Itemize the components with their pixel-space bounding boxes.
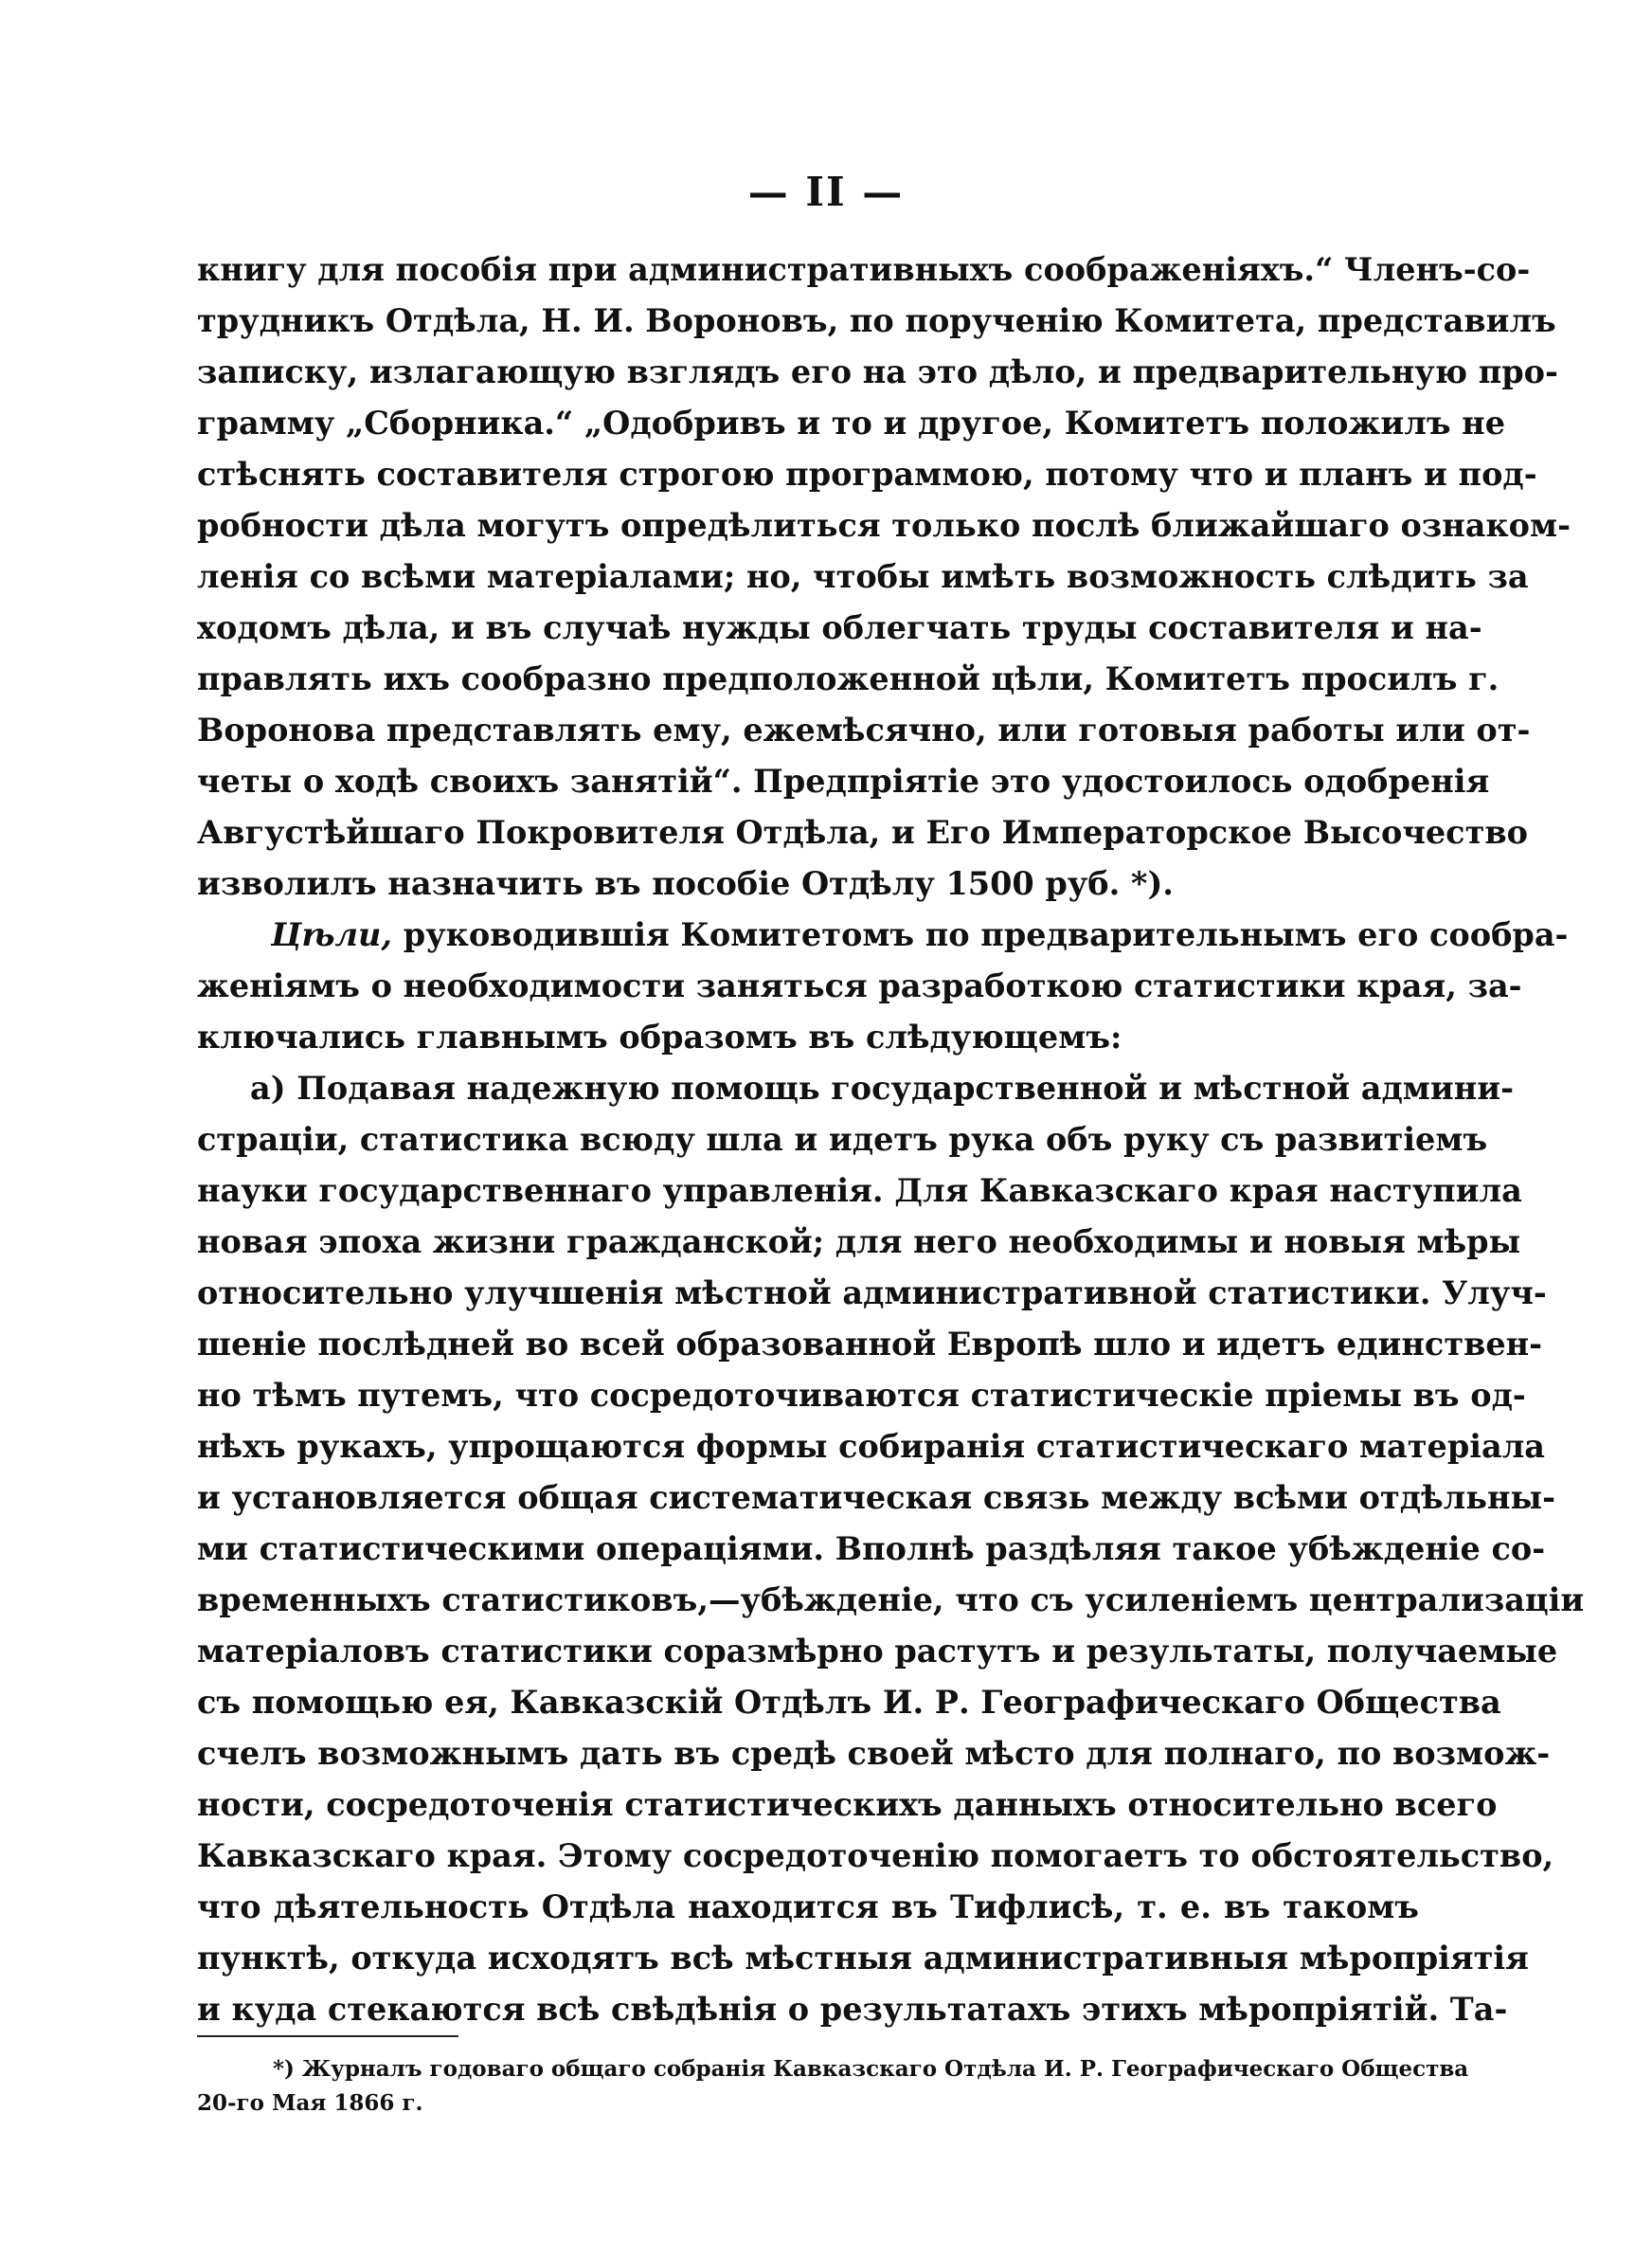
footnote-line: 20-го Мая 1866 г. <box>197 2090 423 2116</box>
text-line: матеріаловъ статистики соразмѣрно растутъ и результаты, получаемые <box>197 1633 1558 1670</box>
text-line: Кавказскаго края. Этому сосредоточенію помогаетъ то обстоятельство, <box>197 1837 1554 1874</box>
text-line: но тѣмъ путемъ, что сосредоточиваются статистическіе пріемы въ од- <box>197 1377 1526 1414</box>
text-line: что дѣятельность Отдѣла находится въ Тифлисѣ, т. е. въ такомъ <box>197 1888 1419 1925</box>
text-line: съ помощью ея, Кавказскій Отдѣлъ И. Р. Географическаго Общества <box>197 1684 1501 1721</box>
text-line: книгу для пособія при административныхъ соображеніяхъ.“ Членъ-со- <box>197 251 1531 288</box>
text-line-rest: руководившія Комитетомъ по предварительнымъ его сообра- <box>403 916 1569 953</box>
text-line: пунктѣ, откуда исходятъ всѣ мѣстныя административныя мѣропріятія <box>197 1940 1529 1977</box>
text-line: робности дѣла могутъ опредѣлиться только послѣ ближайшаго ознаком- <box>197 507 1571 544</box>
text-line: ключались главнымъ образомъ въ слѣдующемъ: <box>197 1019 1122 1056</box>
text-line: изволилъ назначить въ пособіе Отдѣлу 1500 руб. *). <box>197 865 1174 902</box>
text-line: страціи, статистика всюду шла и идетъ рука объ руку съ развитіемъ <box>197 1121 1488 1158</box>
text-line: а) Подавая надежную помощь государственной и мѣстной админи- <box>250 1070 1515 1107</box>
footnote-line: *) Журналъ годоваго общаго собранія Кавказскаго Отдѣла И. Р. Географическаго Общества <box>273 2056 1469 2082</box>
text-line: нѣхъ рукахъ, упрощаются формы собиранія статистическаго матеріала <box>197 1428 1546 1465</box>
text-line: ходомъ дѣла, и въ случаѣ нужды облегчать труды составителя и на- <box>197 609 1482 646</box>
text-line: временныхъ статистиковъ,—убѣжденіе, что съ усиленіемъ централизаціи <box>197 1581 1585 1618</box>
text-line: ности, сосредоточенія статистическихъ данныхъ относительно всего <box>197 1786 1498 1823</box>
text-line: записку, излагающую взглядъ его на это дѣло, и предварительную про- <box>197 353 1558 390</box>
footnote <box>197 2052 1469 2121</box>
text-line: и куда стекаются всѣ свѣдѣнія о результатахъ этихъ мѣропріятій. Та- <box>197 1991 1508 2028</box>
footnote-divider <box>197 2035 458 2037</box>
text-line: женіямъ о необходимости заняться разработкою статистики края, за- <box>197 967 1522 1004</box>
page-number: — II — <box>747 169 905 215</box>
italic-lead-word: Цѣли, <box>271 916 393 953</box>
paragraph-line <box>197 910 1569 961</box>
text-line: ми статистическими операціями. Вполнѣ раздѣляя такое убѣжденіе со- <box>197 1530 1546 1567</box>
text-line: стѣснять составителя строгою программою, потому что и планъ и под- <box>197 456 1537 493</box>
text-line: правлять ихъ сообразно предположенной цѣли, Комитетъ просилъ г. <box>197 660 1499 697</box>
text-line: новая эпоха жизни гражданской; для него необходимы и новыя мѣры <box>197 1223 1521 1260</box>
text-line: трудникъ Отдѣла, Н. И. Вороновъ, по порученію Комитета, представилъ <box>197 302 1556 339</box>
text-line: Воронова представлять ему, ежемѣсячно, или готовыя работы или от- <box>197 712 1531 749</box>
text-line: и установляется общая систематическая связь между всѣми отдѣльны- <box>197 1479 1555 1516</box>
text-line: грамму „Сборника.“ „Одобривъ и то и другое, Комитетъ положилъ не <box>197 405 1506 442</box>
text-line: относительно улучшенія мѣстной административной статистики. Улуч- <box>197 1274 1547 1311</box>
text-line: счелъ возможнымъ дать въ средѣ своей мѣсто для полнаго, по возмож- <box>197 1735 1551 1772</box>
text-line: ленія со всѣми матеріалами; но, чтобы имѣть возможность слѣдить за <box>197 558 1529 595</box>
main-text <box>197 244 1585 2035</box>
text-line: Августѣйшаго Покровителя Отдѣла, и Его Императорское Высочество <box>197 814 1528 851</box>
text-line: науки государственнаго управленія. Для Кавказскаго края наступила <box>197 1172 1522 1209</box>
text-line: шеніе послѣдней во всей образованной Европѣ шло и идетъ единствен- <box>197 1326 1543 1363</box>
text-line: четы о ходѣ своихъ занятій“. Предпріятіе это удостоилось одобренія <box>197 763 1490 800</box>
